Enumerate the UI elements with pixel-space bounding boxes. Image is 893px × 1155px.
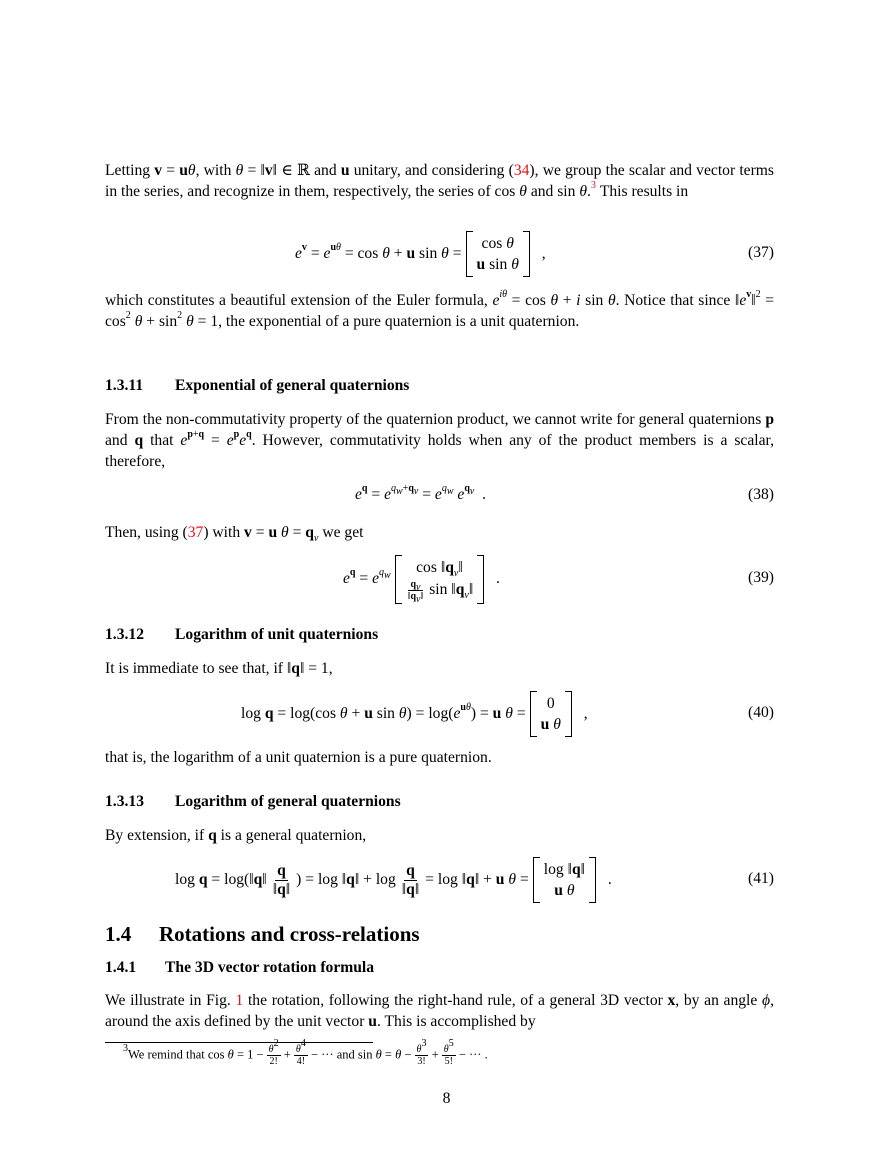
equation-39: $e^q = e^{q_w}$ $\cos ‖q_v‖$ $\frac{q_v}{‖q_v‖}$ $\sin ‖q_v‖$ . (39) <box>105 552 774 606</box>
figure-link-1[interactable]: 1 <box>235 992 244 1009</box>
paragraph-by-extension: By extension, if q is a general quaternion, <box>105 827 367 844</box>
footnote-mark: 3 <box>123 1043 128 1055</box>
footnote-mark-link[interactable]: 3 <box>590 179 596 191</box>
section-heading-1-4: 1.4 Rotations and cross-relations <box>105 922 420 946</box>
footnote-rule <box>105 1042 373 1043</box>
paragraph-tail: This results in <box>599 183 689 200</box>
equation-link-37[interactable]: 37 <box>187 524 204 541</box>
section-heading-1-3-12: 1.3.12 Logarithm of unit quaternions <box>105 626 379 643</box>
paragraph-general-exponential: From the non-commutativity property of the quaternion product, we cannot write for general quaternions p and q that $e^{p+q} = e^pe^q$. However, commutativity holds when any of the product members is a scalar, therefore, <box>105 411 774 470</box>
equation-38: $e^q = e^{q_w+q_v} = e^{q_w}$ $e^{q_v}$ . (38) <box>355 482 774 503</box>
paragraph-exponential-pure: Letting v = uθ, with θ = ‖v‖ ∈ ℝ and u unitary, and considering (34), we group the scalar and vector terms in the series, and recognize in them, respectively, the series of cos θ and sin θ.$^3$ This results in <box>105 162 774 200</box>
paragraph-then-using: Then, using (37) with v = u $\theta = q_v$ we get <box>105 524 364 545</box>
section-heading-1-3-13: 1.3.13 Logarithm of general quaternions <box>105 793 401 810</box>
paragraph-euler: which constitutes a beautiful extension of the Euler formula, $e^{i\theta} = \cos \theta + i$ sin θ. Notice that since $‖e^v‖^2 = \cos^2 \theta + \sin^2 \theta = 1$, the exponential of a pure quaternion is a unit quaternion. <box>105 288 775 330</box>
equation-37: $e^v = e^{u\theta} = \cos \theta + u$ sin θ = cos θ u sin θ , (37) <box>105 230 774 278</box>
paragraph-rotation-formula: We illustrate in Fig. 1 the rotation, following the right-hand rule, of a general 3D vector x, by an angle ϕ, around the axis defined by the unit vector u. This is accomplished by <box>105 992 774 1030</box>
equation-number-40: (40) <box>748 704 774 721</box>
equation-number-37: (37) <box>748 244 774 261</box>
equation-number-38: (38) <box>748 486 774 503</box>
equation-link-34[interactable]: 34 <box>513 162 530 179</box>
page-number: 8 <box>442 1090 451 1107</box>
footnote: $^3$We remind that cos θ = 1 − $\frac{\theta^2}{2!}$ + $\frac{\theta^4}{4!}$ − ··· and sin θ = θ − $\frac{\theta^3}{3!}$ + $\frac{\theta^5}{5!}$ − ··· . <box>123 1037 488 1067</box>
equation-number-39: (39) <box>748 569 774 586</box>
equation-number-41: (41) <box>748 870 774 887</box>
section-heading-1-4-1: 1.4.1 The 3D vector rotation formula <box>105 959 375 976</box>
equation-41: log q = log(‖q‖ $\frac{q}{‖q‖}$ ) = log ‖q‖ + log $\frac{q}{‖q‖}$ = log ‖q‖ + u θ = log ‖q‖ u θ . (41) <box>105 855 774 905</box>
equation-40: log q = log(cos θ + u $\sin \theta) = \log(e^{u\theta}) = u$ θ = 0 u θ , (40) <box>105 690 774 738</box>
paragraph-immediate: It is immediate to see that, if ‖q‖ = 1, <box>105 660 333 677</box>
section-heading-1-3-11: 1.3.11 Exponential of general quaternions <box>105 377 410 394</box>
paragraph-log-unit-result: that is, the logarithm of a unit quaternion is a pure quaternion. <box>105 749 492 766</box>
